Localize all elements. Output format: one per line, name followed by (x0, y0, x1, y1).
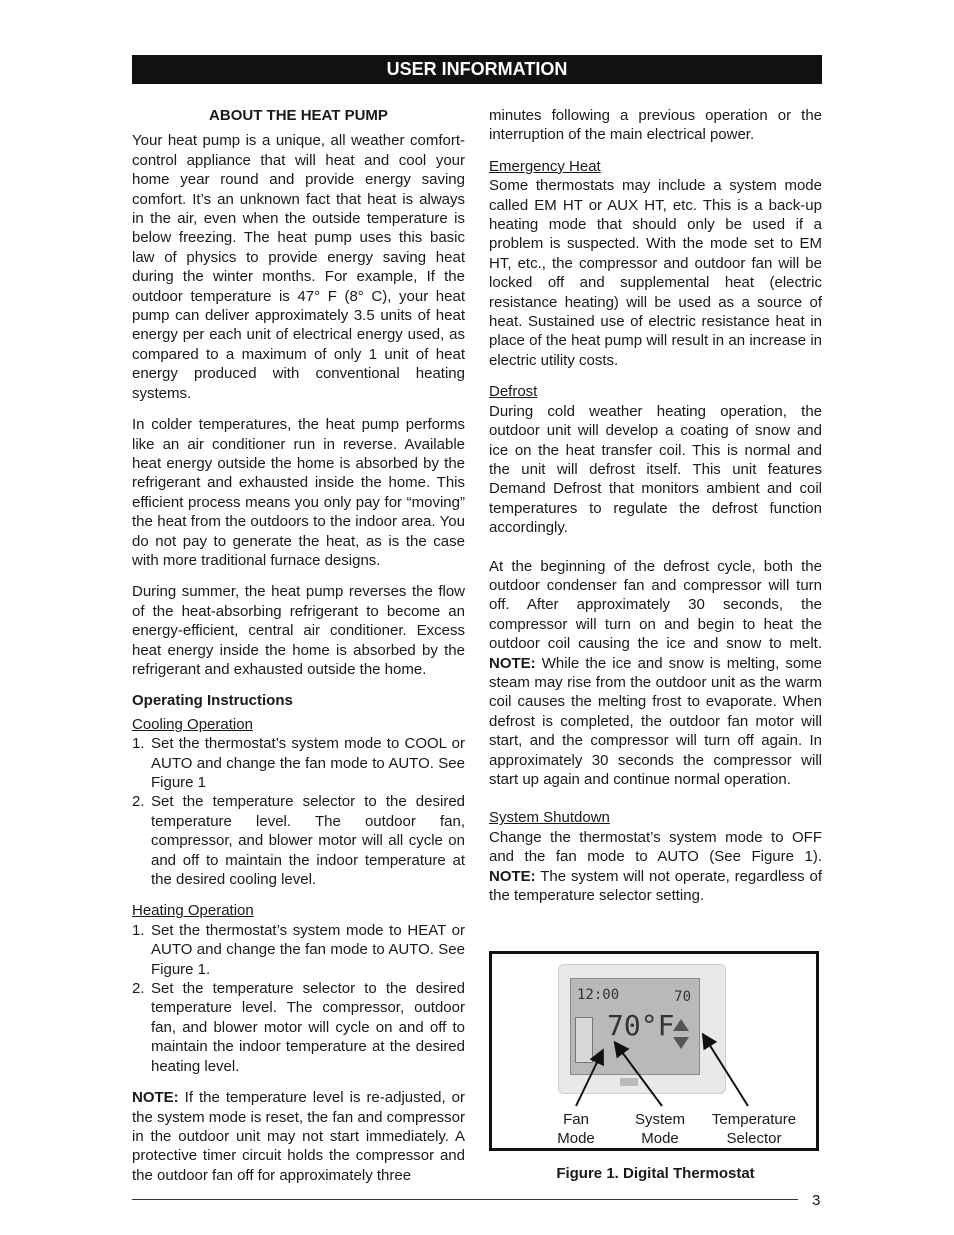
display-time: 12:00 (577, 987, 620, 1003)
page-number: 3 (812, 1192, 821, 1209)
continued-paragraph: minutes following a previous operation or the interruption of the main electrical power. (489, 107, 822, 144)
temperature-selector-arrow (704, 1036, 748, 1106)
fan-mode-arrow (576, 1052, 602, 1106)
defrost-heading: Defrost (489, 383, 538, 401)
right-column (489, 106, 822, 917)
temperature-selector-label: Temperature Selector (711, 1111, 797, 1147)
section-banner: USER INFORMATION (132, 55, 822, 84)
left-column (132, 106, 465, 1197)
about-paragraph-3: During summer, the heat pump reverses the flow of the heat-absorbing refrigerant to become an energy-efficient, central air conditioner. Excess heat energy inside the home is absorbed by the refrigerant and exhausted outside the home. (132, 583, 465, 678)
cooling-list (132, 734, 465, 889)
list-item: 1. Set the thermostat’s system mode to HEAT or AUTO and change the fan mode to AUTO. See Figure 1. (132, 921, 465, 978)
note-paragraph: NOTE: If the temperature level is re-adjusted, or the system mode is reset, the fan and compressor in the outdoor unit may not start immediately. A protective timer circuit holds the compressor and the outdoor fan off for approximately three (132, 1089, 465, 1184)
system-mode-label: System Mode (634, 1111, 685, 1147)
emergency-heat-text: Some thermostats may include a system mode called EM HT or AUX HT, etc. This is a back-up heating mode that should only be used if a problem is suspected. With the mode set to EM HT, etc., the compressor and outdoor fan will be locked off and supplemental heat (electric resistance heating) will be used as a source of heat. Sustained use of electric resistance heat in place of the heat pump will result in an increase in electric utility costs. (489, 177, 822, 369)
heating-list (132, 921, 465, 1076)
shutdown-section (489, 808, 822, 905)
system-mode-arrow (616, 1044, 662, 1106)
cooling-heading: Cooling Operation (132, 715, 253, 733)
heating-section (132, 901, 465, 1076)
display-setpoint: 70 (674, 989, 691, 1005)
operating-instructions-heading: Operating Instructions (132, 692, 293, 710)
heating-heading: Heating Operation (132, 902, 254, 920)
about-heading: ABOUT THE HEAT PUMP (209, 107, 388, 124)
about-paragraph-2: In colder temperatures, the heat pump performs like an air conditioner run in reverse. Available heat energy outside the home is absorbed by the refrigerant and exhausted inside the home. This efficient process means you only pay for “moving” the heat from the outdoors to the indoor area. You do not pay to generate the heat, as is the case with more traditional furnace designs. (132, 416, 465, 569)
list-item: 2. Set the temperature selector to the desired temperature level. The compressor, outdoor fan, and blower motor will cycle on and off to maintain the indoor temperature at the desired heating level. (132, 980, 465, 1075)
display-temperature: 70°F (607, 1009, 675, 1042)
list-item: 2. Set the temperature selector to the desired temperature level. The outdoor fan, compressor, and blower motor will all cycle on and off to maintain the indoor temperature at the desired cooling level. (132, 793, 465, 889)
footer-rule (132, 1199, 798, 1200)
list-item: 1. Set the thermostat’s system mode to COOL or AUTO and change the fan mode to AUTO. See Figure 1 (132, 735, 465, 791)
figure-caption: Figure 1. Digital Thermostat (556, 1165, 755, 1182)
emergency-heat-section (489, 157, 822, 370)
cooling-section (132, 715, 465, 890)
about-paragraph-1: Your heat pump is a unique, all weather comfort-control appliance that will heat and cool your home year round and provide energy saving comfort. It’s an unknown fact that heat is always in the air, even when the outside temperature is below freezing. The heat pump uses this basic law of physics to provide energy saving heat during the winter months. For example, If the outdoor temperature is 47° F (8° C), your heat pump can deliver approximately 3.5 units of heat energy per each unit of electrical energy used, as compared to a maximum of only 1 unit of heat energy produced with conventional heating systems. (132, 132, 465, 402)
defrost-text-1: During cold weather heating operation, the outdoor unit will develop a coating of snow and ice on the heat transfer coil. This is normal and the unit will defrost itself. This unit features Demand Defrost that monitors ambient and coil temperatures to regulate the defrost function accordingly. (489, 402, 822, 537)
thermostat-figure (489, 951, 819, 1151)
emergency-heat-heading: Emergency Heat (489, 157, 601, 175)
shutdown-text: Change the thermostat’s system mode to OFF and the fan mode to AUTO (See Figure 1). NOTE: The system will not operate, regardless of the temperature selector setting. (489, 828, 822, 905)
defrost-section (489, 382, 822, 789)
fan-mode-label: Fan Mode (557, 1111, 595, 1147)
shutdown-heading: System Shutdown (489, 809, 610, 827)
defrost-text-2: At the beginning of the defrost cycle, both the outdoor condenser fan and compressor will turn off. After approximately 30 seconds, the compressor will turn on and begin to heat the outdoor coil causing the ice and snow to melt. NOTE: While the ice and snow is melting, some steam may rise from the outdoor unit as the warm coil causes the melting frost to evaporate. When defrost is completed, the outdoor fan motor will start, and the compressor will turn off again. In approximately 30 seconds the compressor will start up again and continue normal operation. (489, 557, 822, 788)
